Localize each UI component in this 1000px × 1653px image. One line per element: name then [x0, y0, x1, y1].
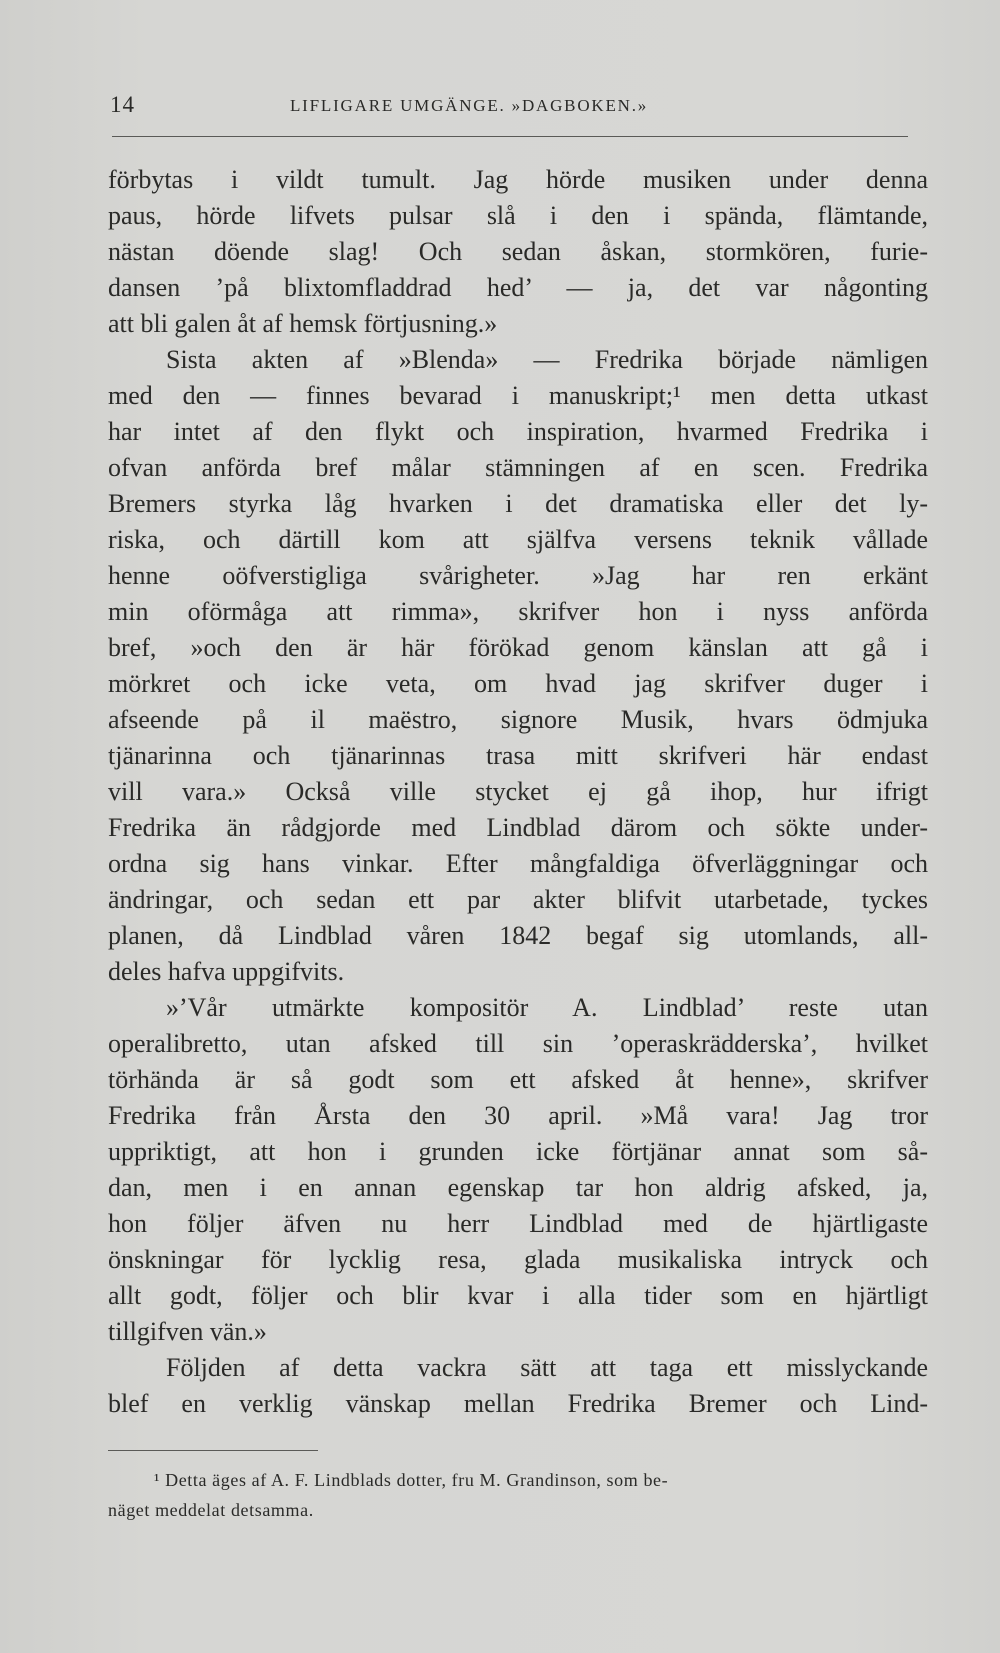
footnote-rule — [108, 1450, 318, 1451]
text-line: tjänarinna och tjänarinnas trasa mitt skrifveri här endast — [108, 741, 928, 770]
page-header — [110, 92, 910, 124]
text-line: mörkret och icke veta, om hvad jag skrifver duger i — [108, 669, 928, 698]
running-head: LIFLIGARE UMGÄNGE. »DAGBOKEN.» — [290, 96, 649, 115]
header-rule — [112, 136, 908, 137]
footnotes — [108, 1465, 928, 1555]
text-line: Fredrika än rådgjorde med Lindblad därom och sökte under- — [108, 813, 928, 842]
text-line: ofvan anförda bref målar stämningen af en scen. Fredrika — [108, 453, 928, 482]
page-number: 14 — [110, 92, 135, 117]
text-line: bref, »och den är här förökad genom känslan att gå i — [108, 633, 928, 662]
text-line: Fredrika från Årsta den 30 april. »Må vara! Jag tror — [108, 1101, 928, 1130]
text-line: paus, hörde lifvets pulsar slå i den i spända, flämtande, — [108, 201, 928, 230]
text-line: henne oöfverstigliga svårigheter. »Jag har ren erkänt — [108, 561, 928, 590]
text-line: förbytas i vildt tumult. Jag hörde musiken under denna — [108, 165, 928, 194]
text-line: uppriktigt, att hon i grunden icke förtjänar annat som så- — [108, 1137, 928, 1166]
text-line: Sista akten af »Blenda» — Fredrika började nämligen — [166, 345, 928, 374]
text-line: operalibretto, utan afsked till sin ’operaskrädderska’, hvilket — [108, 1029, 928, 1058]
text-line: planen, då Lindblad våren 1842 begaf sig utomlands, all- — [108, 921, 928, 950]
text-line: att bli galen åt af hemsk förtjusning.» — [108, 309, 498, 338]
footnote-line: ¹ Detta äges af A. F. Lindblads dotter, fru M. Grandinson, som be- — [154, 1470, 669, 1490]
text-line: afseende på il maëstro, signore Musik, hvars ödmjuka — [108, 705, 928, 734]
text-line: dan, men i en annan egenskap tar hon aldrig afsked, ja, — [108, 1173, 928, 1202]
text-line: dansen ’på blixtomfladdrad hed’ — ja, det var någonting — [108, 273, 928, 302]
text-line: ändringar, och sedan ett par akter blifvit utarbetade, tyckes — [108, 885, 928, 914]
footnote-line: näget meddelat detsamma. — [108, 1500, 314, 1520]
text-line: hon följer äfven nu herr Lindblad med de hjärtligaste — [108, 1209, 928, 1238]
text-line: blef en verklig vänskap mellan Fredrika Bremer och Lind- — [108, 1389, 928, 1418]
text-line: riska, och därtill kom att själfva versens teknik vållade — [108, 525, 928, 554]
text-line: »’Vår utmärkte kompositör A. Lindblad’ reste utan — [166, 993, 928, 1022]
text-line: vill vara.» Också ville stycket ej gå ihop, hur ifrigt — [108, 777, 928, 806]
text-line: önskningar för lycklig resa, glada musikaliska intryck och — [108, 1245, 928, 1274]
text-line: ordna sig hans vinkar. Efter mångfaldiga öfverläggningar och — [108, 849, 928, 878]
text-line: Bremers styrka låg hvarken i det dramatiska eller det ly- — [108, 489, 928, 518]
body-text — [108, 162, 928, 1418]
text-line: allt godt, följer och blir kvar i alla tider som en hjärtligt — [108, 1281, 928, 1310]
text-line: med den — finnes bevarad i manuskript;¹ men detta utkast — [108, 381, 928, 410]
text-line: deles hafva uppgifvits. — [108, 957, 345, 986]
text-line: tillgifven vän.» — [108, 1317, 267, 1346]
text-line: nästan döende slag! Och sedan åskan, stormkören, furie- — [108, 237, 928, 266]
text-line: törhända är så godt som ett afsked åt henne», skrifver — [108, 1065, 928, 1094]
text-line: Följden af detta vackra sätt att taga ett misslyckande — [166, 1353, 928, 1382]
text-line: har intet af den flykt och inspiration, hvarmed Fredrika i — [108, 417, 928, 446]
text-line: min oförmåga att rimma», skrifver hon i nyss anförda — [108, 597, 928, 626]
